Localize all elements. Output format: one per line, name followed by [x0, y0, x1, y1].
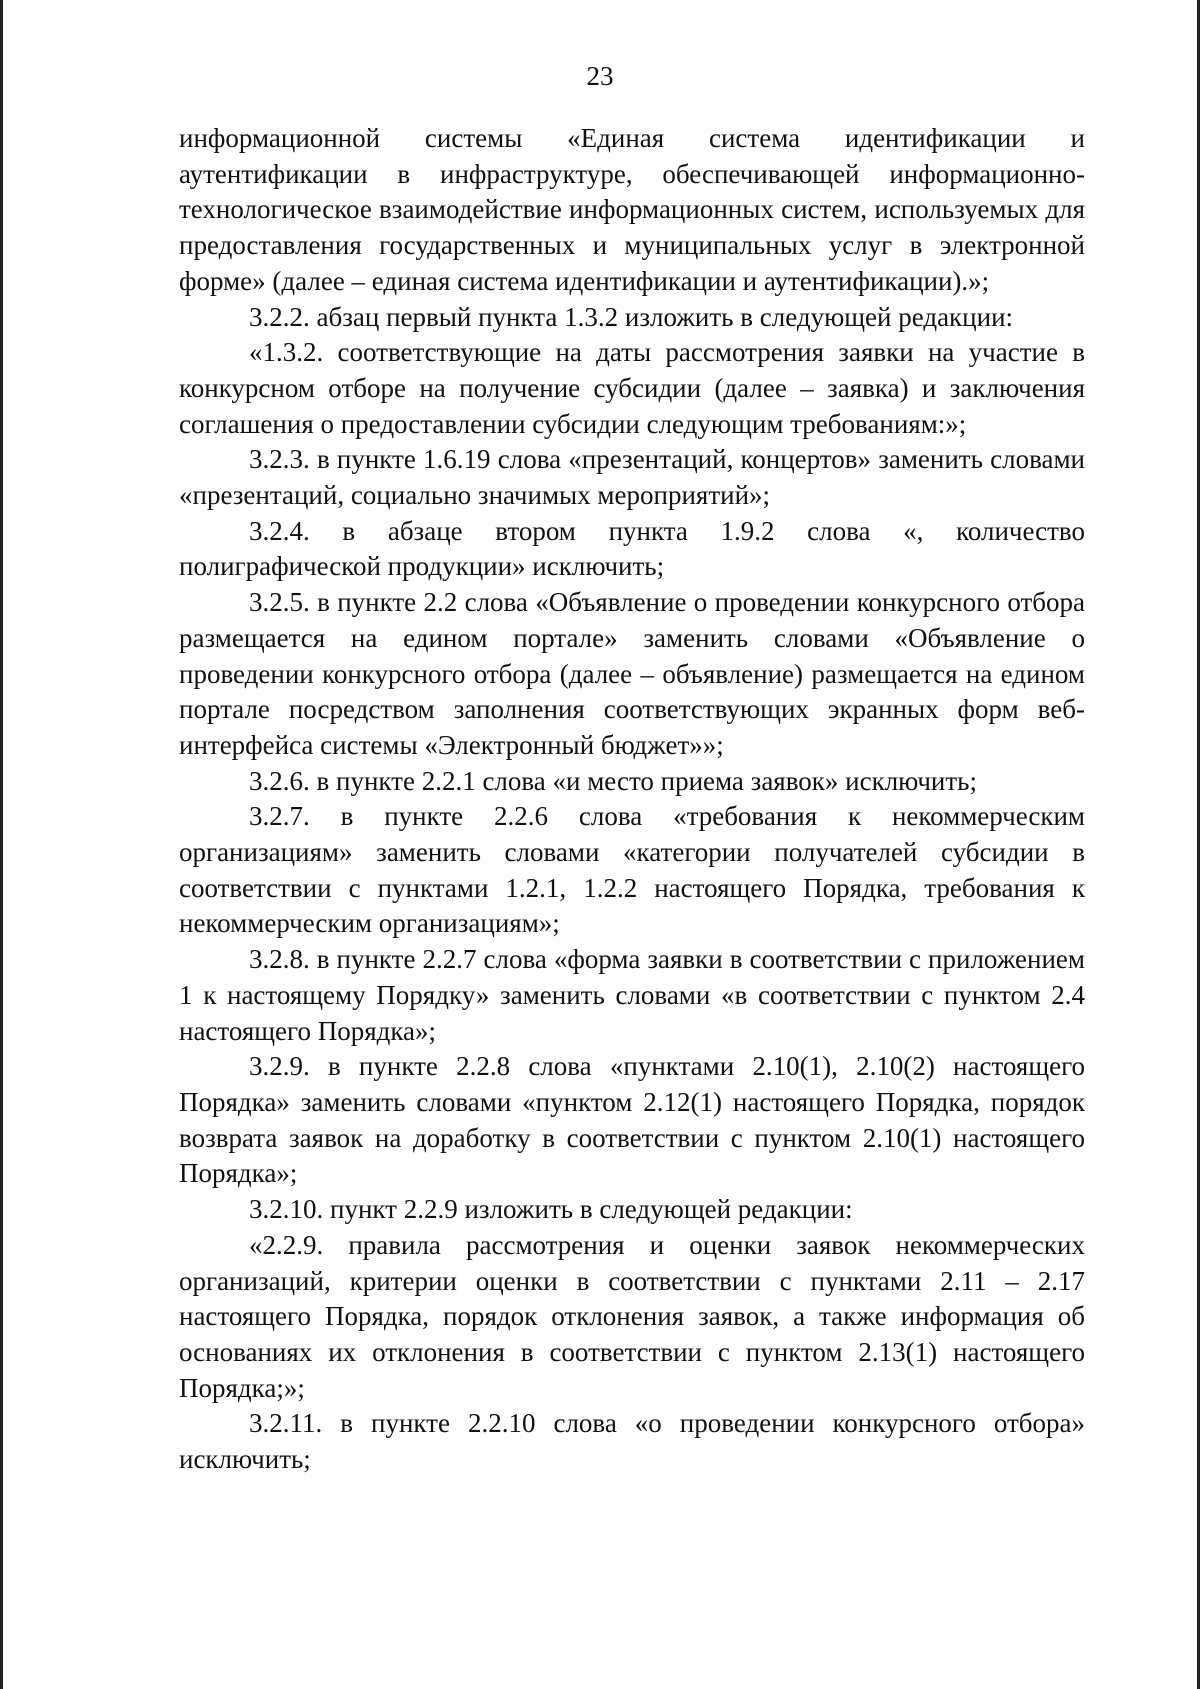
paragraph-3-2-9: 3.2.9. в пункте 2.2.8 слова «пунктами 2.10(1), 2.10(2) настоящего Порядка» заменить словами «пунктом 2.12(1) настоящего Порядка, порядок возврата заявок на доработку в соответствии с пунктом 2.10(1) настоящего Порядка»;	[179, 1051, 1085, 1189]
page-number: 23	[586, 61, 614, 91]
paragraph-3-2-6: 3.2.6. в пункте 2.2.1 слова «и место приема заявок» исключить;	[249, 765, 977, 796]
paragraph-3-2-4: 3.2.4. в абзаце втором пункта 1.9.2 слова «, количество полиграфической продукции» исключить;	[179, 515, 1085, 582]
paragraph-quote-1-3-2: «1.3.2. соответствующие на даты рассмотрения заявки на участие в конкурсном отборе на получение субсидии (далее – заявка) и заключения соглашения о предоставлении субсидии следующим требованиям:»;	[179, 337, 1085, 439]
paragraph-3-2-2: 3.2.2. абзац первый пункта 1.3.2 изложить в следующей редакции:	[249, 301, 1014, 332]
paragraph-quote-2-2-9: «2.2.9. правила рассмотрения и оценки заявок некоммерческих организаций, критерии оценки в соответствии с пунктами 2.11 – 2.17 настоящего Порядка, порядок отклонения заявок, а также информация об основаниях их отклонения в соответствии с пунктом 2.13(1) настоящего Порядка;»;	[179, 1229, 1085, 1403]
paragraph-3-2-8: 3.2.8. в пункте 2.2.7 слова «форма заявки в соответствии с приложением 1 к настоящему Порядку» заменить словами «в соответствии с пунктом 2.4 настоящего Порядка»;	[179, 944, 1085, 1046]
scan-edge-left	[0, 0, 3, 1689]
paragraph-3-2-3: 3.2.3. в пункте 1.6.19 слова «презентаций, концертов» заменить словами «презентаций, социально значимых мероприятий»;	[179, 444, 1085, 511]
paragraph-3-2-10: 3.2.10. пункт 2.2.9 изложить в следующей редакции:	[249, 1194, 853, 1225]
paragraph-3-2-7: 3.2.7. в пункте 2.2.6 слова «требования к некоммерческим организациям» заменить словами «категории получателей субсидии в соответствии с пунктами 1.2.1, 1.2.2 настоящего Порядка, требования к некоммерческим организациям»;	[179, 801, 1085, 939]
paragraph-3-2-5: 3.2.5. в пункте 2.2 слова «Объявление о проведении конкурсного отбора размещается на едином портале» заменить словами «Объявление о проведении конкурсного отбора (далее – объявление) размещается на едином портале посредством заполнения соответствующих экранных форм веб-интерфейса системы «Электронный бюджет»»;	[179, 587, 1085, 760]
paragraph-3-2-11: 3.2.11. в пункте 2.2.10 слова «о проведении конкурсного отбора» исключить;	[179, 1408, 1085, 1475]
paragraph-continuation: информационной системы «Единая система идентификации и аутентификации в инфраструктуре, обеспечивающей информационно-технологическое взаимодействие информационных систем, используемых для предоставления государственных и муниципальных услуг в электронной форме» (далее – единая система идентификации и аутентификации).»;	[179, 123, 1085, 296]
document-body	[179, 121, 1085, 1478]
